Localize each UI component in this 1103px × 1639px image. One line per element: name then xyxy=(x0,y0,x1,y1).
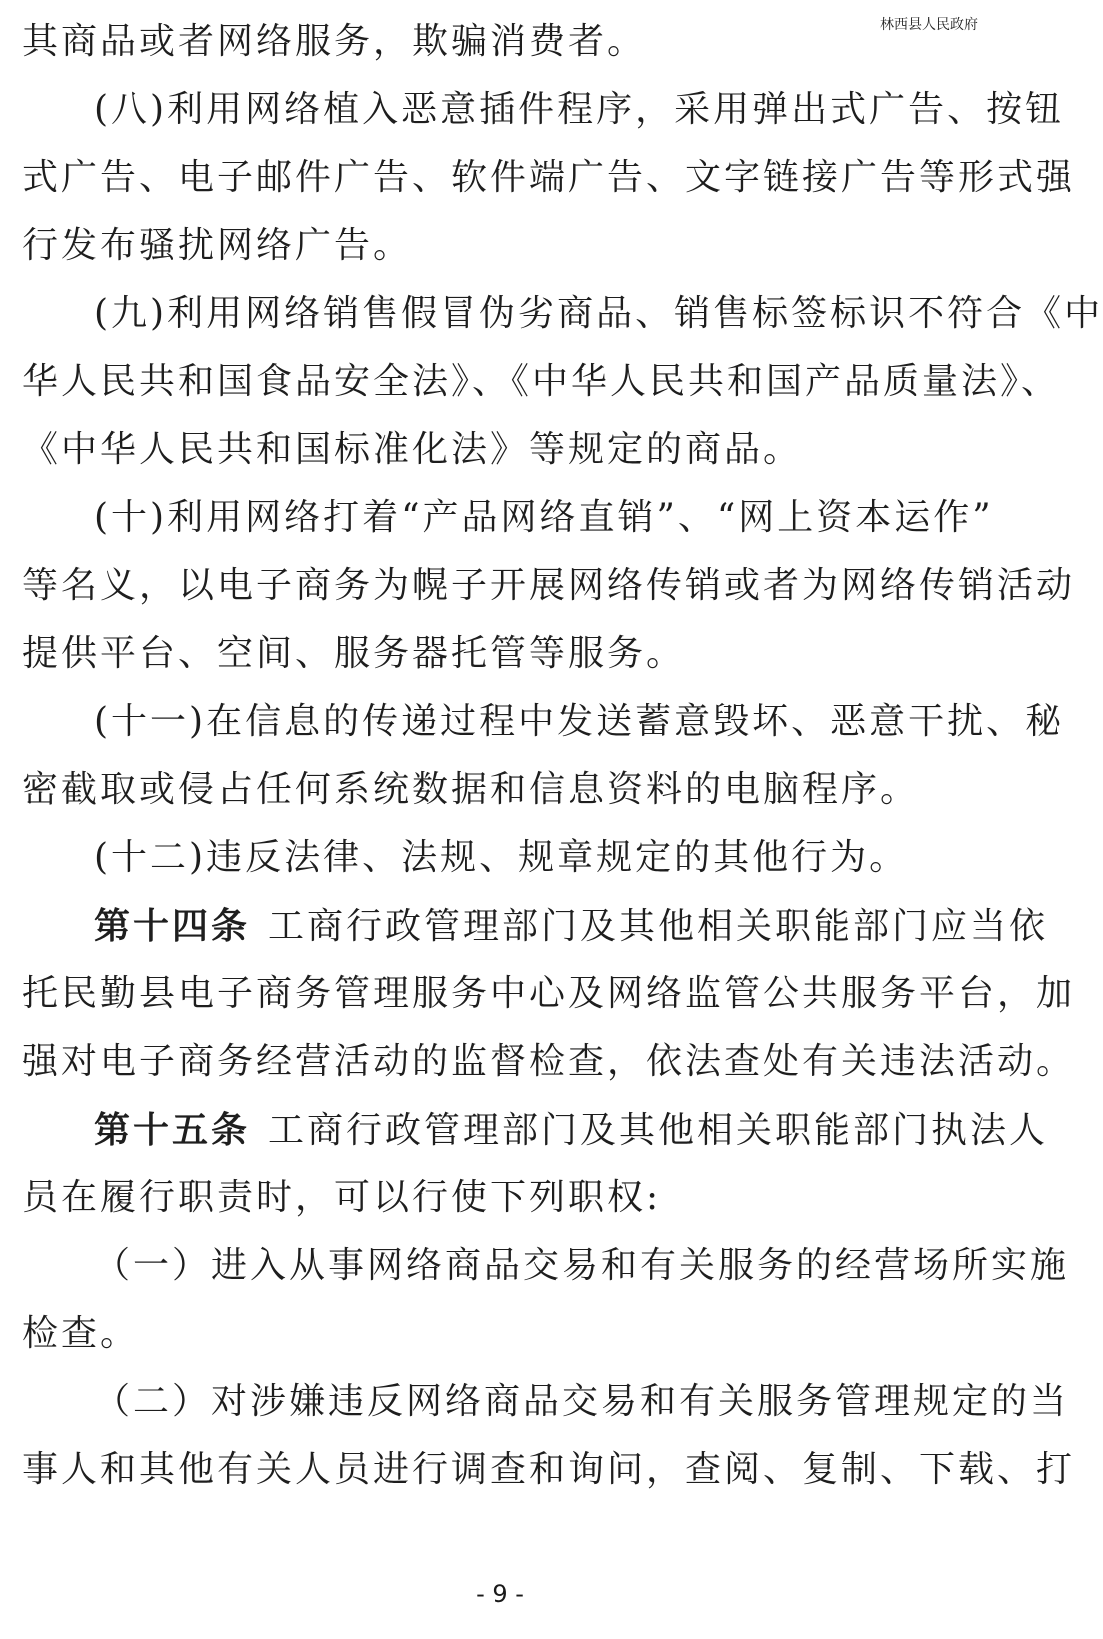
paragraph-item-12: (十二)违反法律、法规、规章规定的其他行为。 xyxy=(94,837,909,878)
text-line: 《中华人民共和国标准化法》等规定的商品。 xyxy=(22,429,803,470)
document-body xyxy=(22,8,1103,1504)
paragraph-item-11: (十一)在信息的传递过程中发送蓄意毁坏、恶意干扰、秘 xyxy=(94,701,1065,742)
text-line: 强对电子商务经营活动的监督检查，依法查处有关违法活动。 xyxy=(22,1041,1076,1082)
article-14-heading: 第十四条 xyxy=(94,905,251,947)
text-line: 员在履行职责时，可以行使下列职权: xyxy=(22,1177,662,1218)
paragraph-item-9: (九)利用网络销售假冒伪劣商品、销售标签标识不符合《中 xyxy=(94,293,1103,334)
article-14 xyxy=(22,892,1049,960)
article-15-text: 工商行政管理部门及其他相关职能部门执法人 xyxy=(268,1110,1049,1151)
text-line: 式广告、电子邮件广告、软件端广告、文字链接广告等形式强 xyxy=(22,157,1076,198)
source-watermark: 林西县人民政府 xyxy=(880,17,978,33)
page-number: - 9 - xyxy=(476,1580,524,1608)
text-line: 等名义，以电子商务为幌子开展网络传销或者为网络传销活动 xyxy=(22,565,1076,606)
article-14-text: 工商行政管理部门及其他相关职能部门应当依 xyxy=(268,906,1049,947)
text-line: 其商品或者网络服务，欺骗消费者。 xyxy=(22,21,647,62)
text-line: 华人民共和国食品安全法》、《中华人民共和国产品质量法》、 xyxy=(22,361,1061,402)
text-line: 托民勤县电子商务管理服务中心及网络监管公共服务平台，加 xyxy=(22,973,1076,1014)
power-item-2: （二）对涉嫌违反网络商品交易和有关服务管理规定的当 xyxy=(94,1381,1070,1422)
text-line: 行发布骚扰网络广告。 xyxy=(22,225,413,266)
text-line: 检查。 xyxy=(22,1313,140,1354)
article-15 xyxy=(22,1096,1049,1164)
text-line: 事人和其他有关人员进行调查和询问，查阅、复制、下载、打 xyxy=(22,1449,1076,1490)
paragraph-item-8: (八)利用网络植入恶意插件程序，采用弹出式广告、按钮 xyxy=(94,89,1065,130)
text-line: 密截取或侵占任何系统数据和信息资料的电脑程序。 xyxy=(22,769,920,810)
power-item-1: （一）进入从事网络商品交易和有关服务的经营场所实施 xyxy=(94,1245,1070,1286)
text-line: 提供平台、空间、服务器托管等服务。 xyxy=(22,633,686,674)
paragraph-item-10: (十)利用网络打着“产品网络直销”、“网上资本运作” xyxy=(94,497,994,538)
article-15-heading: 第十五条 xyxy=(94,1109,251,1151)
